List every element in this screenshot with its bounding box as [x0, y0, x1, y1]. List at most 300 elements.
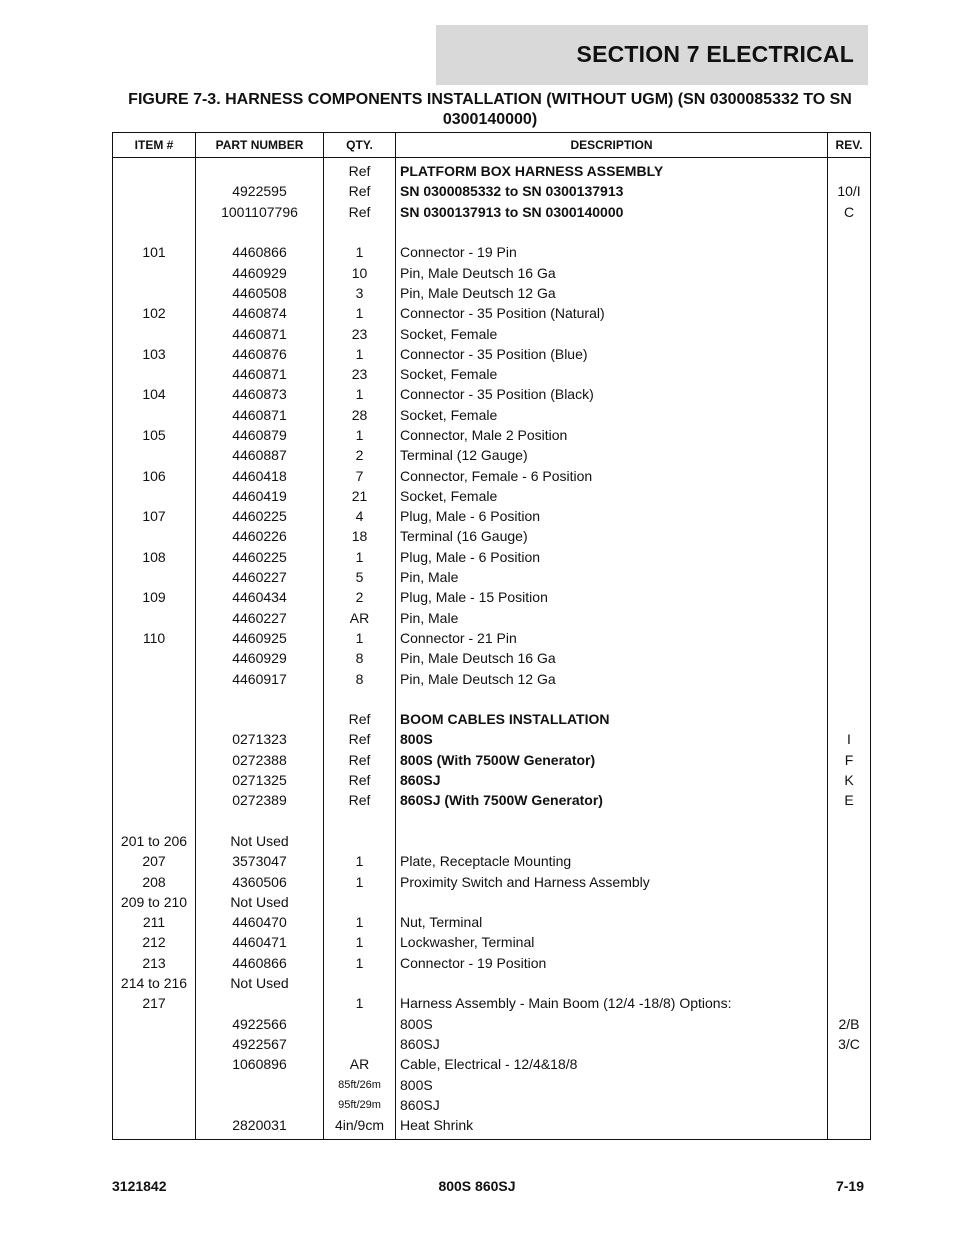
part-number-cell: 4460471	[196, 932, 324, 952]
item-number-cell	[113, 222, 196, 242]
description-cell: 860SJ (With 7500W Generator)	[396, 790, 828, 810]
rev-cell: K	[828, 770, 871, 790]
rev-cell: F	[828, 750, 871, 770]
part-number-cell: 4460866	[196, 953, 324, 973]
table-row	[113, 587, 871, 607]
rev-cell	[828, 993, 871, 1013]
rev-cell	[828, 526, 871, 546]
qty-cell	[324, 689, 396, 709]
item-number-cell	[113, 1115, 196, 1140]
table-row	[113, 465, 871, 485]
table-row	[113, 1115, 871, 1140]
qty-cell: 1	[324, 344, 396, 364]
rev-cell	[828, 547, 871, 567]
table-row	[113, 547, 871, 567]
item-number-cell	[113, 1013, 196, 1033]
part-number-cell: 4460879	[196, 425, 324, 445]
part-number-cell: 4460225	[196, 506, 324, 526]
part-number-cell: Not Used	[196, 831, 324, 851]
table-row	[113, 1054, 871, 1074]
part-number-cell: 4460508	[196, 283, 324, 303]
rev-cell	[828, 892, 871, 912]
item-number-cell: 104	[113, 384, 196, 404]
item-number-cell	[113, 323, 196, 343]
item-number-cell	[113, 202, 196, 222]
qty-cell: Ref	[324, 158, 396, 182]
qty-cell: 1	[324, 384, 396, 404]
description-cell: Socket, Female	[396, 323, 828, 343]
rev-cell	[828, 932, 871, 952]
part-number-cell: 1060896	[196, 1054, 324, 1074]
qty-cell	[324, 811, 396, 831]
item-number-cell	[113, 1095, 196, 1115]
item-number-cell	[113, 790, 196, 810]
table-row	[113, 831, 871, 851]
table-row	[113, 202, 871, 222]
item-number-cell	[113, 1034, 196, 1054]
qty-cell: 21	[324, 486, 396, 506]
description-cell: Socket, Female	[396, 486, 828, 506]
part-number-cell: 4460227	[196, 608, 324, 628]
description-cell	[396, 831, 828, 851]
description-cell: Connector - 19 Position	[396, 953, 828, 973]
part-number-cell: 4460419	[196, 486, 324, 506]
rev-cell	[828, 628, 871, 648]
table-row	[113, 729, 871, 749]
rev-cell	[828, 323, 871, 343]
part-number-cell: 4460470	[196, 912, 324, 932]
item-number-cell	[113, 181, 196, 201]
item-number-cell	[113, 1074, 196, 1094]
table-row	[113, 567, 871, 587]
table-row	[113, 445, 871, 465]
part-number-cell: 4460418	[196, 465, 324, 485]
table-row	[113, 750, 871, 770]
description-cell: Harness Assembly - Main Boom (12/4 -18/8) Options:	[396, 993, 828, 1013]
rev-cell: 3/C	[828, 1034, 871, 1054]
table-row	[113, 648, 871, 668]
item-number-cell	[113, 750, 196, 770]
rev-cell	[828, 1095, 871, 1115]
table-row	[113, 405, 871, 425]
description-cell: Pin, Male	[396, 567, 828, 587]
part-number-cell: 4460925	[196, 628, 324, 648]
part-number-cell: 4460929	[196, 262, 324, 282]
item-number-cell: 217	[113, 993, 196, 1013]
description-cell: Connector, Male 2 Position	[396, 425, 828, 445]
col-header-rev: REV.	[828, 133, 871, 158]
qty-cell: 23	[324, 364, 396, 384]
table-row	[113, 344, 871, 364]
item-number-cell	[113, 648, 196, 668]
table-row	[113, 181, 871, 201]
item-number-cell: 105	[113, 425, 196, 445]
description-cell: Heat Shrink	[396, 1115, 828, 1140]
description-cell: Cable, Electrical - 12/4&18/8	[396, 1054, 828, 1074]
part-number-cell: 4922566	[196, 1013, 324, 1033]
description-cell	[396, 222, 828, 242]
item-number-cell: 212	[113, 932, 196, 952]
description-cell: 860SJ	[396, 770, 828, 790]
description-cell: 800S	[396, 729, 828, 749]
item-number-cell	[113, 1054, 196, 1074]
description-cell: Connector - 21 Pin	[396, 628, 828, 648]
qty-cell: 1	[324, 851, 396, 871]
rev-cell	[828, 486, 871, 506]
part-number-cell: 4922567	[196, 1034, 324, 1054]
part-number-cell	[196, 811, 324, 831]
qty-cell: Ref	[324, 729, 396, 749]
part-number-cell: 4460871	[196, 323, 324, 343]
description-cell: Connector - 35 Position (Natural)	[396, 303, 828, 323]
rev-cell	[828, 364, 871, 384]
rev-cell	[828, 587, 871, 607]
part-number-cell: 4460226	[196, 526, 324, 546]
rev-cell	[828, 465, 871, 485]
part-number-cell: 4460873	[196, 384, 324, 404]
description-cell: Plug, Male - 15 Position	[396, 587, 828, 607]
table-row	[113, 790, 871, 810]
qty-cell: 10	[324, 262, 396, 282]
table-row	[113, 283, 871, 303]
figure-title: FIGURE 7-3. HARNESS COMPONENTS INSTALLATION (WITHOUT UGM) (SN 0300085332 TO SN 0300140000)	[128, 91, 852, 128]
part-number-cell: 4360506	[196, 871, 324, 891]
parts-table-body	[113, 158, 871, 1140]
item-number-cell: 209 to 210	[113, 892, 196, 912]
rev-cell	[828, 831, 871, 851]
item-number-cell: 103	[113, 344, 196, 364]
table-row	[113, 384, 871, 404]
table-row	[113, 912, 871, 932]
item-number-cell: 214 to 216	[113, 973, 196, 993]
description-cell: Plug, Male - 6 Position	[396, 506, 828, 526]
qty-cell: 7	[324, 465, 396, 485]
description-cell: 800S	[396, 1074, 828, 1094]
rev-cell	[828, 344, 871, 364]
qty-cell	[324, 1034, 396, 1054]
description-cell: 860SJ	[396, 1034, 828, 1054]
qty-cell: 1	[324, 242, 396, 262]
qty-cell: 1	[324, 953, 396, 973]
section-title: SECTION 7 ELECTRICAL	[576, 41, 854, 67]
qty-cell: 1	[324, 993, 396, 1013]
qty-cell: 1	[324, 912, 396, 932]
description-cell: Plate, Receptacle Mounting	[396, 851, 828, 871]
item-number-cell	[113, 364, 196, 384]
rev-cell	[828, 384, 871, 404]
table-row	[113, 770, 871, 790]
rev-cell	[828, 222, 871, 242]
part-number-cell: 4460866	[196, 242, 324, 262]
part-number-cell: 4460887	[196, 445, 324, 465]
item-number-cell	[113, 811, 196, 831]
part-number-cell	[196, 158, 324, 182]
item-number-cell: 207	[113, 851, 196, 871]
rev-cell	[828, 405, 871, 425]
description-cell: 800S (With 7500W Generator)	[396, 750, 828, 770]
part-number-cell: Not Used	[196, 892, 324, 912]
item-number-cell	[113, 158, 196, 182]
table-row	[113, 953, 871, 973]
table-row	[113, 851, 871, 871]
rev-cell	[828, 668, 871, 688]
table-row	[113, 1013, 871, 1033]
rev-cell	[828, 262, 871, 282]
qty-cell: Ref	[324, 202, 396, 222]
table-row	[113, 932, 871, 952]
description-cell: Connector - 35 Position (Blue)	[396, 344, 828, 364]
rev-cell	[828, 1115, 871, 1140]
qty-cell: Ref	[324, 750, 396, 770]
table-row	[113, 323, 871, 343]
rev-cell	[828, 648, 871, 668]
table-row	[113, 303, 871, 323]
qty-cell: Ref	[324, 709, 396, 729]
description-cell: PLATFORM BOX HARNESS ASSEMBLY	[396, 158, 828, 182]
table-row	[113, 892, 871, 912]
description-cell: SN 0300085332 to SN 0300137913	[396, 181, 828, 201]
description-cell: Proximity Switch and Harness Assembly	[396, 871, 828, 891]
item-number-cell	[113, 283, 196, 303]
rev-cell	[828, 912, 871, 932]
rev-cell	[828, 158, 871, 182]
description-cell: Socket, Female	[396, 364, 828, 384]
table-row	[113, 608, 871, 628]
footer-doc-number: 3121842	[112, 1178, 167, 1194]
rev-cell	[828, 1054, 871, 1074]
item-number-cell: 110	[113, 628, 196, 648]
table-row	[113, 689, 871, 709]
table-row	[113, 628, 871, 648]
description-cell: Connector - 19 Pin	[396, 242, 828, 262]
part-number-cell: 0271325	[196, 770, 324, 790]
part-number-cell: 3573047	[196, 851, 324, 871]
section-header	[436, 25, 868, 85]
part-number-cell: 4460876	[196, 344, 324, 364]
part-number-cell	[196, 689, 324, 709]
table-row	[113, 222, 871, 242]
description-cell: Pin, Male Deutsch 16 Ga	[396, 262, 828, 282]
qty-cell: 28	[324, 405, 396, 425]
table-row	[113, 364, 871, 384]
qty-cell: 4in/9cm	[324, 1115, 396, 1140]
qty-cell	[324, 222, 396, 242]
item-number-cell: 107	[113, 506, 196, 526]
part-number-cell: 4460225	[196, 547, 324, 567]
table-row	[113, 486, 871, 506]
table-row	[113, 871, 871, 891]
description-cell: Pin, Male	[396, 608, 828, 628]
col-header-item: ITEM #	[113, 133, 196, 158]
rev-cell	[828, 283, 871, 303]
qty-cell: 85ft/26m	[324, 1074, 396, 1094]
rev-cell	[828, 1074, 871, 1094]
part-number-cell: 4922595	[196, 181, 324, 201]
item-number-cell	[113, 770, 196, 790]
qty-cell: 95ft/29m	[324, 1095, 396, 1115]
qty-cell: 3	[324, 283, 396, 303]
qty-cell: 1	[324, 628, 396, 648]
table-row	[113, 158, 871, 182]
rev-cell	[828, 709, 871, 729]
part-number-cell: 0272389	[196, 790, 324, 810]
qty-cell: 2	[324, 587, 396, 607]
qty-cell: Ref	[324, 770, 396, 790]
rev-cell	[828, 811, 871, 831]
qty-cell	[324, 973, 396, 993]
part-number-cell: 4460874	[196, 303, 324, 323]
item-number-cell	[113, 567, 196, 587]
item-number-cell: 201 to 206	[113, 831, 196, 851]
rev-cell	[828, 689, 871, 709]
part-number-cell: 4460871	[196, 405, 324, 425]
description-cell: Terminal (16 Gauge)	[396, 526, 828, 546]
qty-cell: 1	[324, 932, 396, 952]
qty-cell	[324, 1013, 396, 1033]
rev-cell	[828, 242, 871, 262]
description-cell: Connector - 35 Position (Black)	[396, 384, 828, 404]
footer-model: 800S 860SJ	[438, 1178, 516, 1194]
description-cell: Pin, Male Deutsch 12 Ga	[396, 668, 828, 688]
item-number-cell	[113, 668, 196, 688]
table-row	[113, 668, 871, 688]
part-number-cell: 4460929	[196, 648, 324, 668]
item-number-cell	[113, 729, 196, 749]
part-number-cell	[196, 222, 324, 242]
description-cell: Pin, Male Deutsch 16 Ga	[396, 648, 828, 668]
description-cell: 800S	[396, 1013, 828, 1033]
item-number-cell	[113, 608, 196, 628]
item-number-cell: 101	[113, 242, 196, 262]
part-number-cell	[196, 993, 324, 1013]
part-number-cell: 0272388	[196, 750, 324, 770]
qty-cell: 4	[324, 506, 396, 526]
item-number-cell	[113, 405, 196, 425]
qty-cell	[324, 892, 396, 912]
part-number-cell	[196, 709, 324, 729]
item-number-cell: 208	[113, 871, 196, 891]
qty-cell: AR	[324, 608, 396, 628]
rev-cell	[828, 425, 871, 445]
rev-cell: 2/B	[828, 1013, 871, 1033]
description-cell	[396, 689, 828, 709]
col-header-description: DESCRIPTION	[396, 133, 828, 158]
qty-cell: 1	[324, 303, 396, 323]
item-number-cell	[113, 526, 196, 546]
description-cell: Connector, Female - 6 Position	[396, 465, 828, 485]
part-number-cell: 4460917	[196, 668, 324, 688]
part-number-cell: 4460434	[196, 587, 324, 607]
qty-cell: 8	[324, 668, 396, 688]
description-cell: Nut, Terminal	[396, 912, 828, 932]
table-row	[113, 709, 871, 729]
footer-page-number: 7-19	[835, 1178, 864, 1194]
description-cell: Plug, Male - 6 Position	[396, 547, 828, 567]
rev-cell	[828, 871, 871, 891]
item-number-cell	[113, 486, 196, 506]
table-header-row	[113, 133, 871, 158]
parts-table	[112, 132, 871, 1140]
rev-cell: I	[828, 729, 871, 749]
description-cell: Pin, Male Deutsch 12 Ga	[396, 283, 828, 303]
rev-cell: C	[828, 202, 871, 222]
qty-cell: 1	[324, 871, 396, 891]
item-number-cell: 106	[113, 465, 196, 485]
part-number-cell	[196, 1074, 324, 1094]
part-number-cell: 4460871	[196, 364, 324, 384]
item-number-cell: 108	[113, 547, 196, 567]
rev-cell	[828, 953, 871, 973]
rev-cell	[828, 608, 871, 628]
description-cell: Terminal (12 Gauge)	[396, 445, 828, 465]
rev-cell: E	[828, 790, 871, 810]
qty-cell: Ref	[324, 181, 396, 201]
qty-cell: 1	[324, 425, 396, 445]
col-header-part-number: PART NUMBER	[196, 133, 324, 158]
table-row	[113, 1095, 871, 1115]
qty-cell: 23	[324, 323, 396, 343]
item-number-cell: 211	[113, 912, 196, 932]
description-cell	[396, 811, 828, 831]
rev-cell	[828, 851, 871, 871]
rev-cell	[828, 303, 871, 323]
rev-cell	[828, 506, 871, 526]
rev-cell: 10/I	[828, 181, 871, 201]
item-number-cell	[113, 445, 196, 465]
part-number-cell: 0271323	[196, 729, 324, 749]
qty-cell	[324, 831, 396, 851]
qty-cell: 18	[324, 526, 396, 546]
table-row	[113, 1074, 871, 1094]
table-row	[113, 425, 871, 445]
qty-cell: 1	[324, 547, 396, 567]
part-number-cell	[196, 1095, 324, 1115]
item-number-cell: 102	[113, 303, 196, 323]
table-row	[113, 1034, 871, 1054]
col-header-qty: QTY.	[324, 133, 396, 158]
item-number-cell	[113, 709, 196, 729]
description-cell: Socket, Female	[396, 405, 828, 425]
qty-cell: Ref	[324, 790, 396, 810]
item-number-cell: 213	[113, 953, 196, 973]
item-number-cell: 109	[113, 587, 196, 607]
table-row	[113, 242, 871, 262]
item-number-cell	[113, 262, 196, 282]
part-number-cell: Not Used	[196, 973, 324, 993]
item-number-cell	[113, 689, 196, 709]
description-cell	[396, 892, 828, 912]
qty-cell: 5	[324, 567, 396, 587]
table-row	[113, 506, 871, 526]
part-number-cell: 2820031	[196, 1115, 324, 1140]
table-row	[113, 993, 871, 1013]
part-number-cell: 4460227	[196, 567, 324, 587]
description-cell: Lockwasher, Terminal	[396, 932, 828, 952]
qty-cell: 8	[324, 648, 396, 668]
rev-cell	[828, 445, 871, 465]
table-row	[113, 811, 871, 831]
table-row	[113, 262, 871, 282]
qty-cell: 2	[324, 445, 396, 465]
table-row	[113, 526, 871, 546]
qty-cell: AR	[324, 1054, 396, 1074]
rev-cell	[828, 567, 871, 587]
rev-cell	[828, 973, 871, 993]
description-cell: BOOM CABLES INSTALLATION	[396, 709, 828, 729]
description-cell	[396, 973, 828, 993]
description-cell: SN 0300137913 to SN 0300140000	[396, 202, 828, 222]
part-number-cell: 1001107796	[196, 202, 324, 222]
